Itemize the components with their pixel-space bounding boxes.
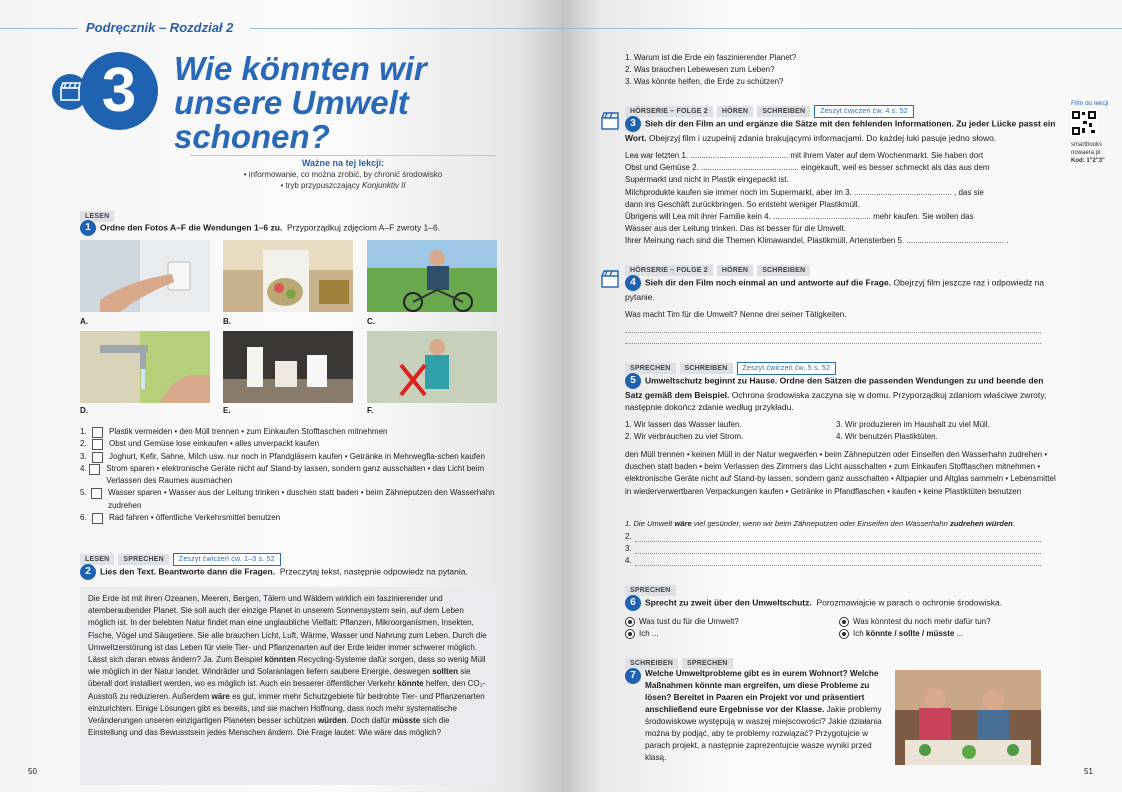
answer-line[interactable] bbox=[635, 543, 1041, 554]
question: 2. Was brauchen Lebewesen zum Leben? bbox=[625, 65, 775, 75]
skill-tag: SCHREIBEN bbox=[757, 106, 810, 117]
speaker-a-icon bbox=[839, 617, 849, 627]
film-code: Kod: 1"2"3" bbox=[1071, 158, 1105, 164]
text-run: sich die Einstellung und das Bewusstsein jedes Menschen ändern. Die Frage lautet: Wie wäre das möglich? bbox=[88, 716, 450, 738]
film-label: Film do lekcji bbox=[1071, 100, 1109, 107]
item-text: Obst und Gemüse lose einkaufen • alles unverpackt kaufen bbox=[109, 439, 320, 449]
exercise-number: 2 bbox=[80, 564, 96, 580]
lesson-title bbox=[174, 52, 504, 154]
text-bold: müsste bbox=[392, 716, 421, 726]
photo-label: B. bbox=[223, 317, 231, 326]
answer-number: 2. bbox=[625, 532, 632, 541]
item-number: 6. bbox=[80, 513, 87, 523]
instruction-de: Ordne den Fotos A–F die Wendungen 1–6 zu. bbox=[100, 222, 283, 233]
answer-number: 3. bbox=[625, 544, 632, 554]
photo-light-switch bbox=[80, 240, 210, 312]
example-text: 1. Die Umwelt bbox=[625, 519, 673, 528]
ex7-instruction bbox=[625, 668, 889, 764]
speaker-a-icon bbox=[625, 617, 635, 627]
workbook-link[interactable]: Zeszyt ćwiczeń ćw. 1–3 s. 52 bbox=[173, 553, 281, 566]
skill-tag: SPRECHEN bbox=[118, 554, 169, 565]
answer-checkbox[interactable] bbox=[92, 439, 103, 450]
dialogue-line: ... bbox=[956, 629, 964, 639]
item-text: Strom sparen • elektronische Geräte nicht auf Stand-by lassen, sondern ganz ausschalten • das Licht beim Verlassen des Raumes ausmachen bbox=[106, 463, 485, 486]
text-bold: könnte bbox=[397, 679, 424, 689]
lesson-number: 3 bbox=[80, 52, 158, 130]
text-bold: könnten bbox=[264, 655, 296, 665]
reading-text bbox=[80, 587, 498, 785]
ex2-questions bbox=[625, 52, 1065, 89]
ex4-instruction bbox=[625, 275, 1059, 303]
text-run: helfen, den CO₂-Ausstoß zu reduzieren. Außerdem bbox=[88, 679, 486, 701]
photo-cyclist bbox=[367, 240, 497, 312]
exercise-number: 3 bbox=[625, 116, 641, 132]
exercise-number: 4 bbox=[625, 275, 641, 291]
lesson-title-line: unsere Umwelt bbox=[174, 84, 409, 121]
photo-water-tap bbox=[80, 331, 210, 403]
answer-line[interactable] bbox=[635, 531, 1041, 542]
exercise-number: 1 bbox=[80, 220, 96, 236]
instruction-de: Sieh dir den Film an und ergänze die Sätze mit den fehlenden Informationen. Zu jeder Lücke passt ein Wort. bbox=[625, 118, 1056, 143]
photo-c bbox=[367, 240, 497, 312]
item-text: Wasser sparen • Wasser aus der Leitung trinken • duschen statt baden • beim Zähneputzen den Wasserhahn zudrehen bbox=[108, 488, 495, 510]
photo-milk-jars bbox=[223, 331, 353, 403]
photo-no-plastic-bag bbox=[367, 331, 497, 403]
text-bold: wäre bbox=[211, 691, 230, 701]
instruction-pl: Porozmawiajcie w parach o ochronie środowiska. bbox=[816, 597, 1003, 608]
ex6-col-b bbox=[839, 616, 1059, 640]
ex5-sentences-a bbox=[625, 419, 835, 443]
skill-tag: HÖREN bbox=[717, 265, 753, 276]
ex4-question: Was macht Tim für die Umwelt? Nenne drei seiner Tätigkeiten. bbox=[625, 310, 847, 319]
ex4-answer-lines[interactable] bbox=[625, 322, 1041, 344]
photo-a bbox=[80, 240, 210, 312]
answer-line[interactable] bbox=[625, 333, 1041, 344]
clapperboard-icon bbox=[599, 110, 621, 132]
sentence: 2. Wir verbrauchen zu viel Strom. bbox=[625, 432, 744, 442]
photo-label: D. bbox=[80, 406, 88, 415]
instruction-pl: Jakie problemy środowiskowe występują w waszej miejscowości? Jakie działania można by podjąć, aby te problemy rozwiązać? Przygotujcie w parach projekt, a następnie zaprezentujcie wasze wyniki przed klasą. bbox=[645, 705, 882, 762]
question: 3. Was könnte helfen, die Erde zu schützen? bbox=[625, 77, 784, 87]
qr-code-icon[interactable] bbox=[1071, 110, 1097, 136]
photo-e bbox=[223, 331, 353, 403]
photo-students-project bbox=[895, 670, 1041, 765]
ex3-instruction bbox=[625, 116, 1059, 144]
dialogue-line: Ich bbox=[853, 629, 864, 639]
video-icon[interactable] bbox=[599, 110, 621, 137]
skill-tag: SCHREIBEN bbox=[680, 363, 733, 374]
ex5-phrases: den Müll trennen • keinen Müll in der Natur wegwerfen • beim Zähneputzen oder Einseifen den Wasserhahn zudrehen • duschen statt baden • beim Verlassen des Zimmers das Licht ausschalten • zum Einkaufen Stofftaschen mitnehmen • elektronische Geräte nicht auf Stand-by lassen, sondern ganz ausschalten • Altpapier und Altglas sammeln • Lebensmittel in wiederverwertbaren Verpackungen kaufen • Getränke in Pfandflaschen • kaufen • keine Plastiktüten benutzen bbox=[625, 450, 1056, 496]
ex6-col-a bbox=[625, 616, 835, 640]
gap-line: Übrigens will Lea mit ihrer Familie kein 4. ............................................ mehr kaufen. Sie wollen das bbox=[625, 212, 974, 222]
gap-line: Lea war letzten 1. ............................................ mit ihrem Vater auf dem Wochenmarkt. Sie haben dort bbox=[625, 151, 984, 160]
right-page bbox=[561, 0, 1122, 792]
dialogue-line: Was tust du für die Umwelt? bbox=[639, 617, 739, 626]
item-text: Joghurt, Kefir, Sahne, Milch usw. nur noch in Pfandgläsern kaufen • Getränke in Mehrwegfla-schen kaufen bbox=[109, 451, 485, 461]
skill-tag: LESEN bbox=[80, 211, 114, 222]
photo-label: A. bbox=[80, 317, 88, 326]
ex2-instruction bbox=[80, 564, 500, 580]
item-text: Plastik vermeiden • den Müll trennen • zum Einkaufen Stofftaschen mitnehmen bbox=[109, 427, 388, 436]
ex3-gap-text bbox=[625, 150, 1061, 248]
text-run: Recycling-Systeme dafür sorgen, dass so wenig Müll wie möglich in der Natur landet. Windräder und Solaranlagen liefern saubere Energie, deswegen bbox=[88, 655, 486, 677]
item-number: 3. bbox=[80, 451, 87, 461]
answer-row bbox=[625, 555, 1041, 567]
item-number: 5. bbox=[80, 488, 87, 498]
photo-d bbox=[80, 331, 210, 403]
example-text: viel gesünder, wenn wir beim Zähneputzen oder Einseifen den Wasserhahn bbox=[693, 519, 948, 528]
ex5-example bbox=[625, 518, 1061, 530]
answer-line[interactable] bbox=[635, 555, 1041, 566]
photo-label: C. bbox=[367, 317, 375, 326]
photo-market-bag bbox=[223, 240, 353, 312]
answer-line[interactable] bbox=[625, 322, 1041, 333]
ex5-answer-lines bbox=[625, 531, 1041, 568]
ex1-instruction bbox=[80, 220, 500, 236]
gap-line: Ihrer Meinung nach sind die Themen Klimawandel, Plastikmüll, Artensterben 5. ............................................ . bbox=[625, 236, 1009, 246]
text-run: sie überall dort installiert werden, wo es möglich ist. Auch ein besserer öffentlicher Verkehr bbox=[88, 667, 471, 689]
lesson-goals: Ważne na tej lekcji: • informowanie, co można zrobić, by chronić środowisko • tryb przypuszczający Konjunktiv II bbox=[190, 155, 496, 191]
page-number-right: 51 bbox=[1084, 767, 1093, 776]
skill-tag: SPRECHEN bbox=[682, 658, 733, 669]
skill-tag: SPRECHEN bbox=[625, 585, 676, 596]
answer-checkbox[interactable] bbox=[91, 488, 102, 499]
answer-row bbox=[625, 531, 1041, 543]
skill-tag: HÖREN bbox=[717, 106, 753, 117]
sentence: 1. Wir lassen das Wasser laufen. bbox=[625, 420, 742, 429]
question: 1. Warum ist die Erde ein faszinierender Planet? bbox=[625, 53, 797, 62]
workbook-link[interactable]: Zeszyt ćwiczeń ćw. 4 s. 52 bbox=[814, 105, 914, 118]
page-number-left: 50 bbox=[28, 767, 37, 776]
ex5-sentences-b bbox=[836, 419, 1056, 443]
header-rule-left bbox=[0, 28, 78, 29]
instruction-de: Sieh dir den Film noch einmal an und antworte auf die Frage. bbox=[645, 277, 892, 288]
answer-row bbox=[625, 543, 1041, 555]
answer-number: 4. bbox=[625, 556, 632, 566]
dialogue-bold: könnte / sollte / müsste bbox=[865, 629, 955, 639]
ex6-instruction bbox=[625, 595, 1059, 611]
skill-tag: SPRECHEN bbox=[625, 363, 676, 374]
list-item bbox=[80, 463, 498, 488]
sentence: 4. Wir benutzen Plastiktüten. bbox=[836, 432, 938, 442]
film-box bbox=[1071, 100, 1122, 165]
skill-tag: SCHREIBEN bbox=[757, 265, 810, 276]
video-icon[interactable] bbox=[599, 268, 621, 295]
gap-line: Wasser aus der Leitung trinken. Das ist besser für die Umwelt. bbox=[625, 224, 847, 234]
gap-line: Milchprodukte kaufen sie immer noch im Supermarkt, aber im 3. ............................................ , das sie bbox=[625, 187, 984, 197]
list-item bbox=[80, 426, 498, 438]
header-rule-right bbox=[250, 28, 561, 29]
speaker-b-icon bbox=[839, 629, 849, 639]
item-number: 1. bbox=[80, 427, 87, 436]
example-text: . bbox=[1012, 519, 1015, 528]
goal-item: informowanie, co można zrobić, by chronić środowisko bbox=[248, 170, 443, 179]
ex1-list bbox=[80, 426, 498, 524]
answer-checkbox[interactable] bbox=[89, 464, 100, 475]
ex7-photo bbox=[895, 670, 1041, 765]
gap-line: Obst und Gemüse 2. ............................................ eingekauft, weil es besser schmeckt als das aus dem bbox=[625, 163, 990, 173]
photo-label: E. bbox=[223, 406, 231, 415]
clapperboard-icon bbox=[599, 268, 621, 290]
lesson-title-line: schonen? bbox=[174, 118, 330, 155]
photo-label: F. bbox=[367, 406, 374, 415]
list-item bbox=[80, 438, 498, 450]
skill-tag: SCHREIBEN bbox=[625, 658, 678, 669]
example-bold: wäre bbox=[674, 519, 692, 528]
photo-f bbox=[367, 331, 497, 403]
instruction-pl: Obejrzyj film i uzupełnij zdania brakującymi informacjami. Do każdej luki pasuje jedno słowo. bbox=[648, 133, 997, 143]
answer-checkbox[interactable] bbox=[92, 513, 103, 524]
lesson-title-line: Wie könnten wir bbox=[174, 50, 427, 87]
exercise-number: 7 bbox=[625, 668, 641, 684]
gap-line: dann ins Geschäft zurückbringen. So entsteht weniger Plastikmüll. bbox=[625, 199, 860, 209]
text-bold: sollten bbox=[432, 667, 458, 677]
photo-b bbox=[223, 240, 353, 312]
item-text: Rad fahren • öffentliche Verkehrsmittel benutzen bbox=[109, 513, 281, 523]
instruction-pl: Obejrzyj film jeszcze raz i odpowiedz na pytanie. bbox=[625, 277, 1045, 302]
text-run: Die Erde ist mit ihren Ozeanen, Meeren, Bergen, Tälern und Wäldern wirklich ein faszinierender und atemberaubender Planet. Sie soll auch der einzige Planet in unserem Sonnensystem sein, auf dem Leben möglich ist. In der belebten Natur findet man eine unglaubliche Vielfalt: Pflanzen, Mikroorganismen, Insekten, Fische, Vögel und Säugetiere. Sie alle brauchen Licht, Luft, Wärme, Wasser und Nahrung zum Leben. Durch die Umweltzerstörung ist das Leben für viele Tier- und Pflanzenarten auf der Erde leider immer schwerer möglich. Lässt sich daran etwas ändern? Ja. Zum Beispiel bbox=[88, 594, 487, 665]
list-item bbox=[80, 451, 498, 463]
skill-tag: HÖRSERIE – FOLGE 2 bbox=[625, 106, 713, 117]
gap-line: Supermarkt und nicht in Plastik eingepackt ist. bbox=[625, 175, 789, 185]
text-run: . Doch dafür bbox=[346, 716, 390, 726]
answer-checkbox[interactable] bbox=[92, 427, 103, 438]
goal-item-emph: Konjunktiv II bbox=[361, 181, 406, 190]
ex5-instruction bbox=[625, 373, 1059, 413]
answer-checkbox[interactable] bbox=[92, 452, 103, 463]
list-item bbox=[80, 512, 498, 524]
list-item bbox=[80, 487, 498, 512]
skill-tag: LESEN bbox=[80, 554, 114, 565]
section-header: Podręcznik – Rozdział 2 bbox=[86, 20, 234, 35]
dialogue-line: Was könntest du noch mehr dafür tun? bbox=[853, 617, 991, 626]
instruction-de: Umweltschutz beginnt zu Hause. Ordne den Sätzen die passenden Wendungen zu und beende den Satz gemäß dem Beispiel. bbox=[625, 375, 1044, 400]
instruction-pl: Przyporządkuj zdjęciom A–F zwroty 1–6. bbox=[287, 222, 441, 233]
workbook-link[interactable]: Zeszyt ćwiczeń ćw. 5 s. 52 bbox=[737, 362, 837, 375]
text-bold: würden bbox=[317, 716, 347, 726]
speaker-b-icon bbox=[625, 629, 635, 639]
dialogue-line: Ich ... bbox=[639, 629, 659, 639]
example-bold: zudrehen würden bbox=[949, 519, 1013, 528]
item-number: 2. bbox=[80, 439, 87, 449]
instruction-de: Welche Umweltprobleme gibt es in eurem Wohnort? Welche Maßnahmen könnte man ergreifen, um diese Probleme zu lösen? Bereitet in Paaren ein Projekt vor und präsentiert anschließend eure Ergebnisse vor der Klasse. bbox=[645, 669, 879, 714]
skill-tag: HÖRSERIE – FOLGE 2 bbox=[625, 265, 713, 276]
item-number: 4. bbox=[80, 463, 87, 473]
instruction-pl: Ochrona środowiska zaczyna się w domu. Przyporządkuj zdaniom właściwe zwroty, następnie dokończ zdanie według przykładu. bbox=[625, 390, 1047, 412]
instruction-de: Sprecht zu zweit über den Umweltschutz. bbox=[645, 597, 812, 608]
sentence: 3. Wir produzieren im Haushalt zu viel Müll. bbox=[836, 420, 990, 429]
header-rule bbox=[561, 28, 1122, 29]
exercise-number: 5 bbox=[625, 373, 641, 389]
text-run: es gut, immer mehr Schutzgebiete für bedrohte Tier- und Pflanzenarten einzurichten. Einige Lösungen gibt es bereits, und sie machen Hoffnung, dass noch mehr systematische Veränderungen unseren einzigartigen Planeten besser schützen bbox=[88, 691, 485, 726]
goal-item: tryb przypuszczający bbox=[285, 181, 360, 190]
instruction-de: Lies den Text. Beantworte dann die Fragen. bbox=[100, 566, 276, 577]
instruction-pl: Przeczytaj tekst, następnie odpowiedz na pytania. bbox=[279, 566, 468, 577]
film-site: smartbooks nowaera.pl bbox=[1071, 142, 1103, 156]
goals-label: Ważne na tej lekcji: bbox=[301, 158, 385, 168]
exercise-number: 6 bbox=[625, 595, 641, 611]
